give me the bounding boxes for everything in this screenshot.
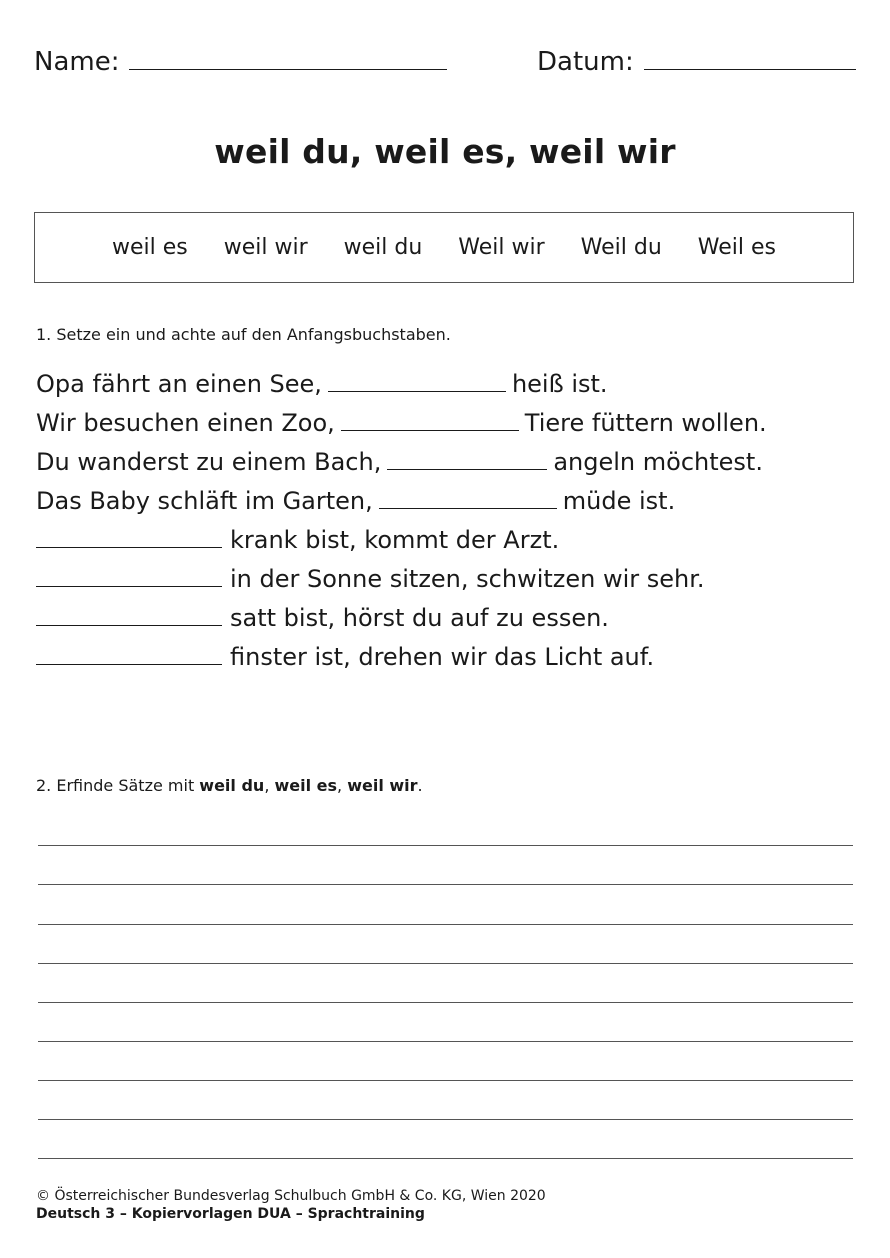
worksheet-title: weil du, weil es, weil wir: [214, 132, 676, 171]
task2-word: weil wir: [347, 776, 418, 795]
task2-word: weil es: [274, 776, 338, 795]
sentence-row: [36, 521, 856, 560]
writing-line[interactable]: [38, 1158, 853, 1159]
date-field[interactable]: [537, 44, 856, 80]
word-bank-item: weil du: [343, 235, 423, 260]
sentence-row: [36, 365, 856, 404]
sentence-text: Wir besuchen einen Zoo,: [36, 409, 335, 437]
writing-line[interactable]: [38, 884, 853, 885]
task2-suffix: .: [417, 776, 423, 795]
sentence-text: in der Sonne sitzen, schwitzen wir sehr.: [230, 565, 705, 593]
sentence-text: satt bist, hörst du auf zu essen.: [230, 604, 609, 632]
fill-in-blank[interactable]: [36, 525, 222, 548]
date-line[interactable]: [644, 47, 856, 70]
word-bank-item: Weil es: [697, 235, 777, 260]
writing-line[interactable]: [38, 1080, 853, 1081]
date-label: Datum:: [537, 47, 634, 77]
fill-in-blank[interactable]: [36, 564, 222, 587]
sentence-list: [36, 365, 856, 677]
name-line[interactable]: [129, 47, 447, 70]
series-text: Deutsch 3 – Kopiervorlagen DUA – Sprachtraining: [36, 1206, 425, 1222]
sentence-row: [36, 599, 856, 638]
fill-in-blank[interactable]: [387, 447, 547, 470]
copyright-text: © Österreichischer Bundesverlag Schulbuch GmbH & Co. KG, Wien 2020: [36, 1188, 546, 1204]
name-field[interactable]: [34, 44, 447, 80]
word-bank-item: Weil wir: [458, 235, 545, 260]
sentence-row: [36, 560, 856, 599]
fill-in-blank[interactable]: [36, 603, 222, 626]
sentence-text: heiß ist.: [511, 370, 608, 398]
sentence-text: angeln möchtest.: [553, 448, 763, 476]
fill-in-blank[interactable]: [328, 369, 506, 392]
fill-in-blank[interactable]: [36, 642, 222, 665]
word-bank: [34, 212, 854, 283]
task2-prefix: 2. Erfinde Sätze mit: [36, 776, 200, 795]
sentence-row: [36, 443, 856, 482]
word-bank-item: weil wir: [223, 235, 308, 260]
name-label: Name:: [34, 47, 120, 77]
writing-line[interactable]: [38, 963, 853, 964]
sentence-row: [36, 482, 856, 521]
task2-instruction: [36, 775, 423, 797]
sentence-row: [36, 638, 856, 677]
task2-word: weil du: [199, 776, 265, 795]
task2-separator: ,: [337, 776, 348, 795]
footer: [36, 1187, 546, 1223]
writing-line[interactable]: [38, 845, 853, 846]
writing-line[interactable]: [38, 1119, 853, 1120]
sentence-text: Tiere füttern wollen.: [524, 409, 767, 437]
sentence-text: müde ist.: [562, 487, 676, 515]
task2-separator: ,: [264, 776, 275, 795]
fill-in-blank[interactable]: [379, 486, 557, 509]
task1-instruction: 1. Setze ein und achte auf den Anfangsbuchstaben.: [36, 325, 451, 344]
sentence-row: [36, 404, 856, 443]
writing-line[interactable]: [38, 1002, 853, 1003]
sentence-text: Opa fährt an einen See,: [36, 370, 322, 398]
word-bank-item: weil es: [111, 235, 188, 260]
sentence-text: krank bist, kommt der Arzt.: [230, 526, 560, 554]
sentence-text: finster ist, drehen wir das Licht auf.: [230, 643, 655, 671]
word-bank-item: Weil du: [580, 235, 662, 260]
sentence-text: Das Baby schläft im Garten,: [36, 487, 373, 515]
fill-in-blank[interactable]: [341, 408, 519, 431]
writing-line[interactable]: [38, 1041, 853, 1042]
writing-line[interactable]: [38, 924, 853, 925]
sentence-text: Du wanderst zu einem Bach,: [36, 448, 382, 476]
